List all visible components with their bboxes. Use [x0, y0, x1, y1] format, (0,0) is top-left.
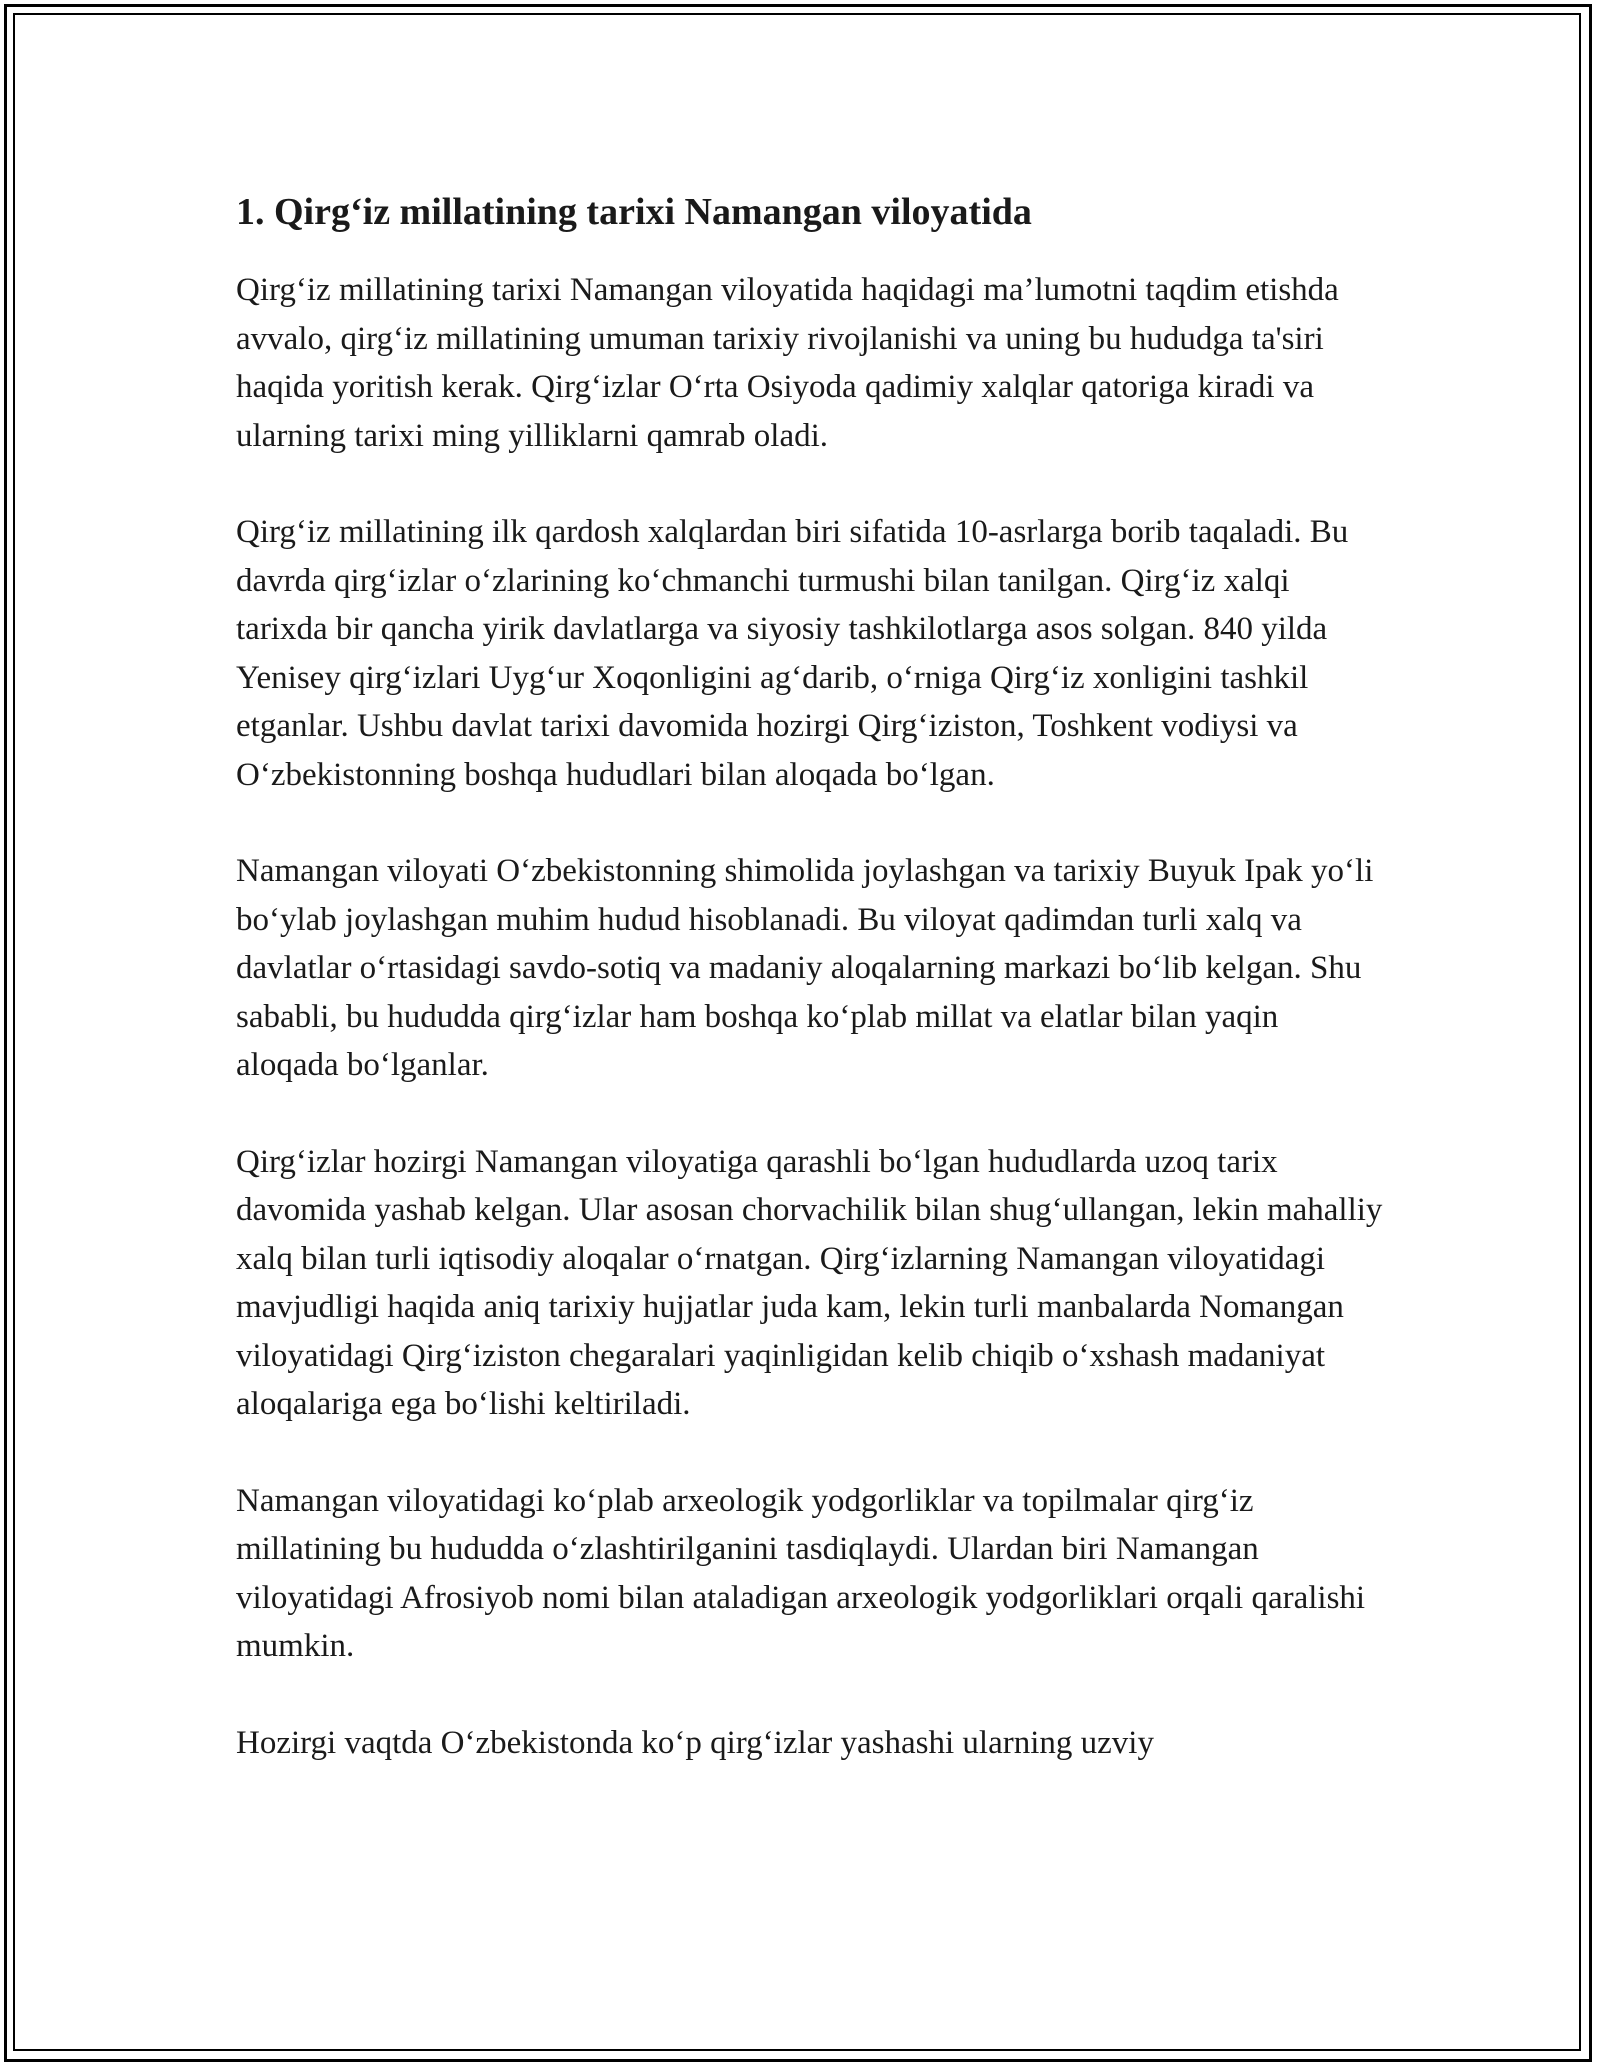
paragraph-4: Qirg‘izlar hozirgi Namangan viloyatiga qarashli bo‘lgan hududlarda uzoq tarix davomida yashab kelgan. Ular asosan chorvachilik bilan shug‘ullangan, lekin mahalliy xalq bilan turli iqtisodiy aloqalar o‘rnatgan. Qirg‘izlarning Namangan viloyatidagi mavjudligi haqida aniq tarixiy hujjatlar juda kam, lekin turli manbalarda Nomangan viloyatidagi Qirg‘iziston chegaralari yaqinligidan kelib chiqib o‘xshash madaniyat aloqalariga ega bo‘lishi keltiriladi. [236, 1143, 1383, 1422]
paragraph-5: Namangan viloyatidagi ko‘plab arxeologik yodgorliklar va topilmalar qirg‘iz millatining bu hududda o‘zlashtirilganini tasdiqlaydi. Ulardan biri Namangan viloyatidagi Afrosiyob nomi bilan ataladigan arxeologik yodgorliklari orqali qaralishi mumkin. [236, 1482, 1366, 1664]
paragraph-2: Qirg‘iz millatining ilk qardosh xalqlardan biri sifatida 10-asrlarga borib taqaladi. Bu davrda qirg‘izlar o‘zlarining ko‘chmanchi turmushi bilan tanilgan. Qirg‘iz xalqi tarixda bir qancha yirik davlatlarga va siyosiy tashkilotlarga asos solgan. 840 yilda Yenisey qirg‘izlari Uyg‘ur Xoqonligini ag‘darib, o‘rniga Qirg‘iz xonligini tashkil etganlar. Ushbu davlat tarixi davomida hozirgi Qirg‘iziston, Toshkent vodiysi va O‘zbekistonning boshqa hududlari bilan aloqada bo‘lgan. [236, 514, 1349, 793]
paragraph-1: Qirg‘iz millatining tarixi Namangan viloyatida haqidagi ma’lumotni taqdim etishda avvalo, qirg‘iz millatining umuman tarixiy rivojlanishi va uning bu hududga ta'siri haqida yoritish kerak. Qirg‘izlar O‘rta Osiyoda qadimiy xalqlar qatoriga kiradi va ularning tarixi ming yilliklarni qamrab oladi. [236, 272, 1339, 454]
document-body [236, 186, 1386, 1815]
section-heading: 1. Qirg‘iz millatining tarixi Namangan viloyatida [236, 191, 1032, 233]
paragraph-6: Hozirgi vaqtda O‘zbekistonda ko‘p qirg‘izlar yashashi ularning uzviy [236, 1724, 1154, 1761]
paragraph-3: Namangan viloyati O‘zbekistonning shimolida joylashgan va tarixiy Buyuk Ipak yo‘li bo‘ylab joylashgan muhim hudud hisoblanadi. Bu viloyat qadimdan turli xalq va davlatlar o‘rtasidagi savdo-sotiq va madaniy aloqalarning markazi bo‘lib kelgan. Shu sababli, bu hududda qirg‘izlar ham boshqa ko‘plab millat va elatlar bilan yaqin aloqada bo‘lganlar. [236, 853, 1374, 1083]
